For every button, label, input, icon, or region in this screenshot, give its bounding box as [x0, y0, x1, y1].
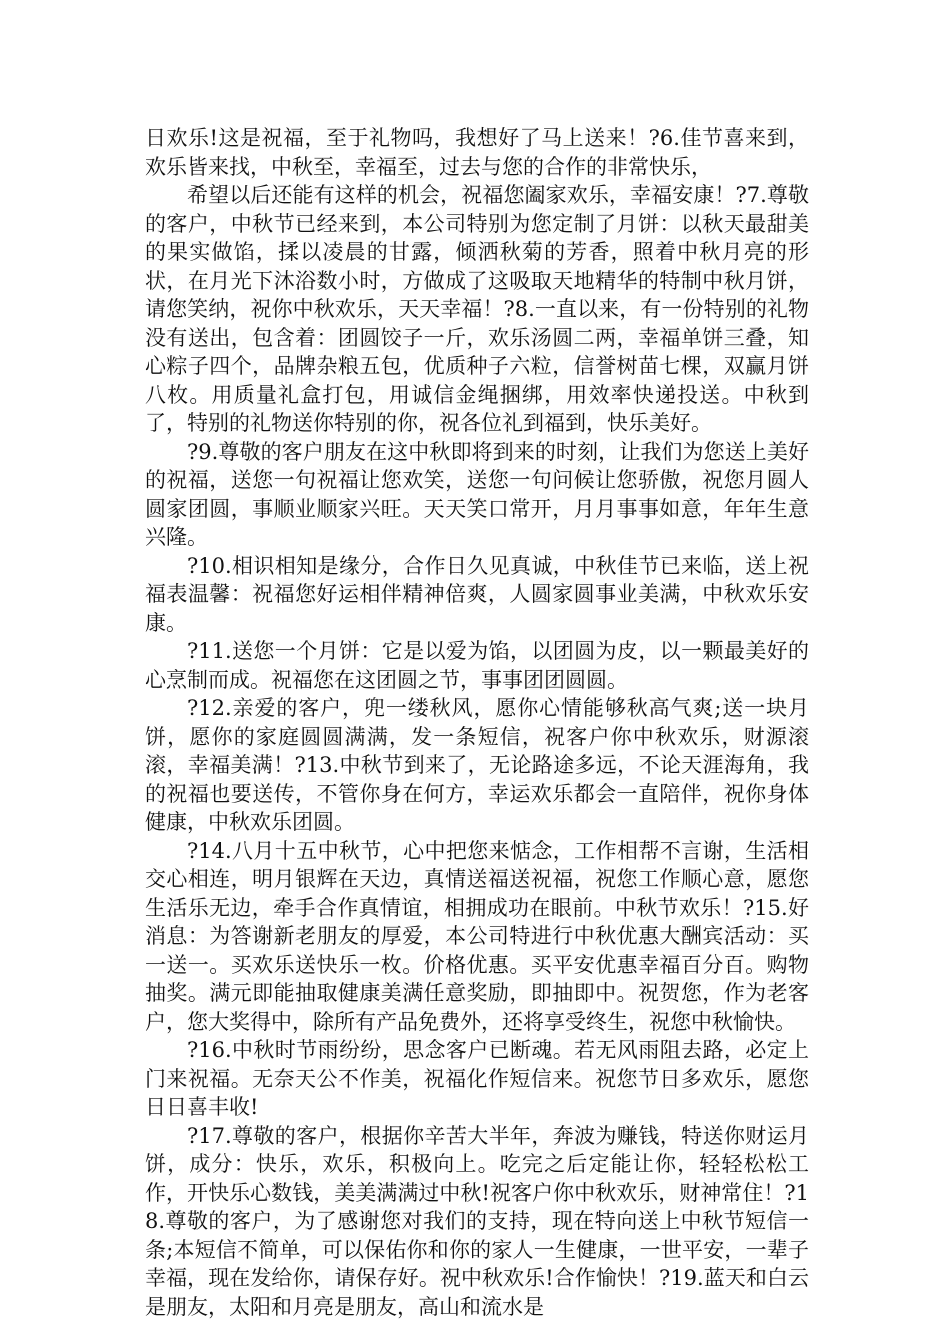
paragraph-8: ?16.中秋时节雨纷纷，思念客户已断魂。若无风雨阻去路，必定上门来祝福。无奈天公不作美，祝福化作短信来。祝您节日多欢乐，愿您日日喜丰收!: [145, 1038, 809, 1119]
paragraph-5: ?11.送您一个月饼：它是以爱为馅，以团圆为皮，以一颗最美好的心烹制而成。祝福您在这团圆之节，事事团团圆圆。: [145, 639, 809, 692]
paragraph-4: ?10.相识相知是缘分，合作日久见真诚，中秋佳节已来临，送上祝福表温馨：祝福您好运相伴精神倍爽，人圆家圆事业美满，中秋欢乐安康。: [145, 553, 809, 635]
paragraph-3: ?9.尊敬的客户朋友在这中秋即将到来的时刻，让我们为您送上美好的祝福，送您一句祝福让您欢笑，送您一句问候让您骄傲，祝您月圆人圆家团圆，事顺业顺家兴旺。天天笑口常开，月月事事如意，年年生意兴隆。: [145, 439, 809, 549]
paragraph-6: ?12.亲爱的客户，兜一缕秋风，愿你心情能够秋高气爽;送一块月饼，愿你的家庭圆圆满满，发一条短信，祝客户你中秋欢乐，财源滚滚，幸福美满！?13.中秋节到来了，无论路途多远，不论天涯海角，我的祝福也要送传，不管你身在何方，幸运欢乐都会一直陪伴，祝你身体健康，中秋欢乐团圆。: [145, 696, 809, 834]
paragraph-1: 日欢乐!这是祝福，至于礼物吗，我想好了马上送来！?6.佳节喜来到，欢乐皆来找，中秋至，幸福至，过去与您的合作的非常快乐，: [145, 126, 809, 179]
paragraph-2: 希望以后还能有这样的机会，祝福您阖家欢乐，幸福安康！?7.尊敬的客户，中秋节已经来到，本公司特别为您定制了月饼：以秋天最甜美的果实做馅，揉以凌晨的甘露，倾洒秋菊的芳香，照着中秋月亮的形状，在月光下沐浴数小时，方做成了这吸取天地精华的特制中秋月饼，请您笑纳，祝你中秋欢乐，天天幸福！?8.一直以来，有一份特别的礼物没有送出，包含着：团圆饺子一斤，欢乐汤圆二两，幸福单饼三叠，知心粽子四个，品牌杂粮五包，优质种子六粒，信誉树苗七棵，双赢月饼八枚。用质量礼盒打包，用诚信金绳捆绑，用效率快递投送。中秋到了，特别的礼物送你特别的你，祝各位礼到福到，快乐美好。: [145, 183, 809, 435]
paragraph-7: ?14.八月十五中秋节，心中把您来惦念，工作相帮不言谢，生活相交心相连，明月银辉在天边，真情送福送祝福，祝您工作顺心意，愿您生活乐无边，牵手合作真情谊，相拥成功在眼前。中秋节欢乐！?15.好消息：为答谢新老朋友的厚爱，本公司特进行中秋优惠大酬宾活动：买一送一。买欢乐送快乐一枚。价格优惠。买平安优惠幸福百分百。购物抽奖。满元即能抽取健康美满任意奖励，即抽即中。祝贺您，作为老客户，您大奖得中，除所有产品免费外，还将享受终生，祝您中秋愉快。: [145, 838, 809, 1034]
document-body: [145, 124, 809, 1321]
paragraph-9: ?17.尊敬的客户，根据你辛苦大半年，奔波为赚钱，特送你财运月饼，成分：快乐，欢乐，积极向上。吃完之后定能让你，轻轻松松工作，开快乐心数钱，美美满满过中秋!祝客户你中秋欢乐，财神常住！?18.尊敬的客户，为了感谢您对我们的支持，现在特向送上中秋节短信一条;本短信不简单，可以保佑你和你的家人一生健康，一世平安，一辈子幸福，现在发给你，请保存好。祝中秋欢乐!合作愉快！?19.蓝天和白云是朋友，太阳和月亮是朋友，高山和流水是: [145, 1123, 809, 1319]
